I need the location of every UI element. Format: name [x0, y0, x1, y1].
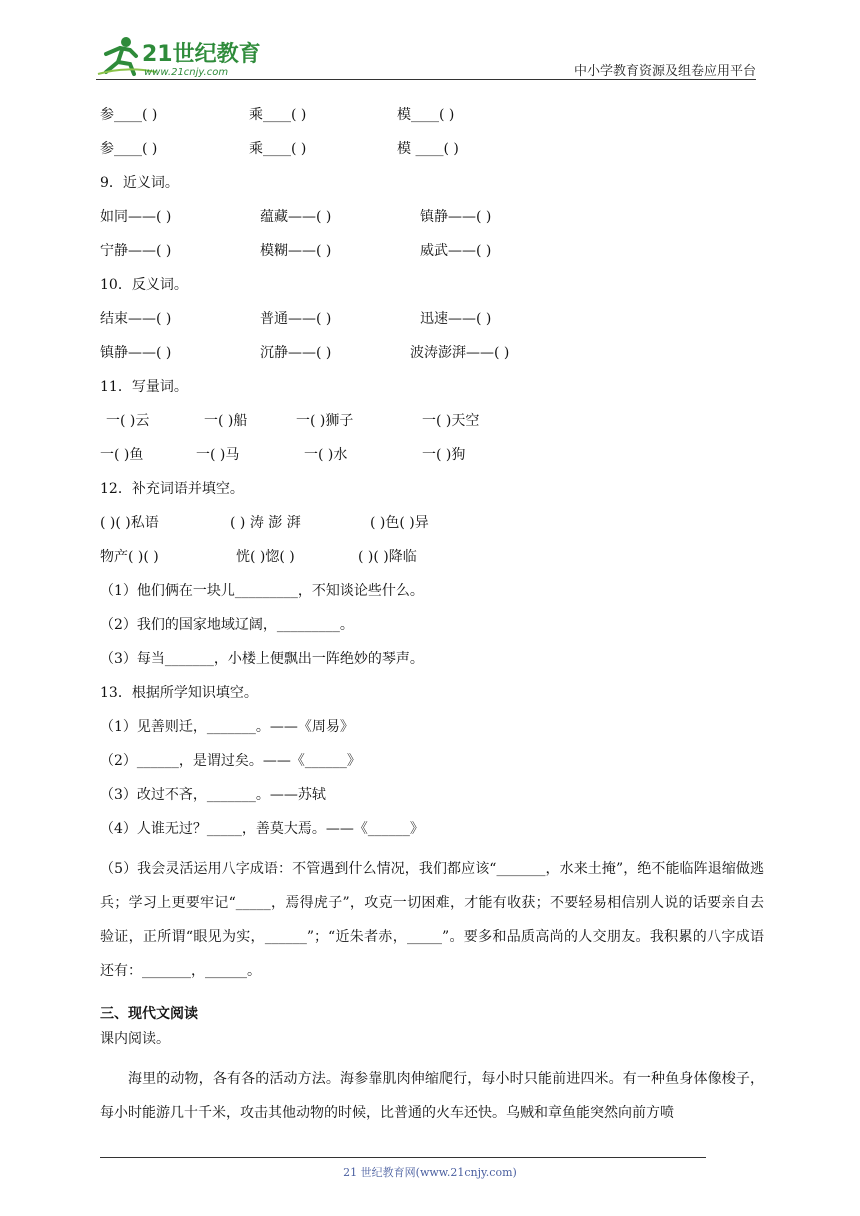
- blank-item: 一( )水: [304, 447, 348, 463]
- measure-word-row-1: [100, 410, 764, 444]
- fill-item-2: （2）______，是谓过矣。——《______》: [100, 753, 361, 769]
- question-11-title: 11．写量词。: [100, 379, 188, 395]
- blank-item: 参____( ): [100, 107, 158, 123]
- blank-item: 一( )狮子: [296, 413, 354, 429]
- section-3-title: 三、现代文阅读: [100, 1006, 198, 1022]
- runner-logo-icon: [96, 36, 266, 78]
- blank-item: 波涛澎湃——( ): [410, 345, 510, 361]
- blank-item: 乘____( ): [249, 141, 307, 157]
- fill-item-3: （3）改过不吝，_______。——苏轼: [100, 787, 326, 803]
- blank-item: ( ) 涛 澎 湃: [230, 515, 301, 531]
- blank-item: 普通——( ): [260, 311, 332, 327]
- blank-item: ( )色( )异: [370, 515, 429, 531]
- logo-text: 21世纪教育: [142, 42, 261, 67]
- blank-item: 物产( )( ): [100, 549, 159, 565]
- idiom-row-2: [100, 546, 764, 580]
- sentence-3: （3）每当_______，小楼上便飘出一阵绝妙的琴声。: [100, 651, 424, 667]
- blank-item: 恍( )惚( ): [236, 549, 295, 565]
- blank-item: 镇静——( ): [100, 345, 172, 361]
- blank-item: ( )( )私语: [100, 515, 159, 531]
- blank-item: 模糊——( ): [260, 243, 332, 259]
- blank-item: 迅速——( ): [420, 311, 492, 327]
- question-12-title: 12．补充词语并填空。: [100, 481, 244, 497]
- blank-item: 一( )狗: [422, 447, 466, 463]
- blank-item: 参____( ): [100, 141, 158, 157]
- reading-passage: 海里的动物，各有各的活动方法。海参靠肌肉伸缩爬行，每小时只能前进四米。有一种鱼身体像梭子，每小时能游几十千米，攻击其他动物的时候，比普通的火车还快。乌贼和章鱼能突然向前方喷: [100, 1071, 764, 1121]
- header-platform-name: 中小学教育资源及组卷应用平台: [573, 64, 756, 79]
- pinyin-row-2: [100, 138, 764, 172]
- blank-item: 结束——( ): [100, 311, 172, 327]
- blank-item: 威武——( ): [420, 243, 492, 259]
- idiom-row-1: [100, 512, 764, 546]
- blank-item: 宁静——( ): [100, 243, 172, 259]
- synonym-row-1: [100, 206, 764, 240]
- sentence-2: （2）我们的国家地域辽阔，_________。: [100, 617, 354, 633]
- question-9-title: 9．近义词。: [100, 175, 179, 191]
- footer-divider: [100, 1157, 706, 1158]
- fill-item-4: （4）人谁无过？_____，善莫大焉。——《______》: [100, 821, 424, 837]
- logo-url: www.21cnjy.com: [144, 67, 229, 78]
- blank-item: ( )( )降临: [358, 549, 417, 565]
- pinyin-row-1: [100, 104, 764, 138]
- site-logo: [96, 36, 266, 78]
- blank-item: 一( )鱼: [100, 447, 144, 463]
- blank-item: 一( )马: [196, 447, 240, 463]
- fill-item-5: （5）我会灵活运用八字成语：不管遇到什么情况，我们都应该“_______，水来土掩”，绝不能临阵退缩做逃兵；学习上更要牢记“_____，焉得虎子”，攻克一切困难，才能有收获；不要轻易相信别人说的话要亲自去验证，正所谓“眼见为实，______”；“近朱者赤，_____”。要多和品质高尚的人交朋友。我积累的八字成语还有：_______，______。: [100, 861, 764, 979]
- blank-item: 蕴藏——( ): [260, 209, 332, 225]
- footer-text: 21 世纪教育网(www.21cnjy.com): [343, 1166, 517, 1179]
- blank-item: 镇静——( ): [420, 209, 492, 225]
- fill-item-1: （1）见善则迁，_______。——《周易》: [100, 719, 354, 735]
- blank-item: 模 ____( ): [397, 141, 459, 157]
- blank-item: 一( )云: [106, 413, 150, 429]
- question-13-title: 13．根据所学知识填空。: [100, 685, 258, 701]
- section-3-subtitle: 课内阅读。: [100, 1031, 170, 1047]
- blank-item: 一( )天空: [422, 413, 480, 429]
- blank-item: 一( )船: [204, 413, 248, 429]
- antonym-row-1: [100, 308, 764, 342]
- document-body: [100, 104, 764, 1130]
- sentence-1: （1）他们俩在一块儿_________，不知谈论些什么。: [100, 583, 424, 599]
- blank-item: 如同——( ): [100, 209, 172, 225]
- antonym-row-2: [100, 342, 764, 376]
- blank-item: 模____( ): [397, 107, 455, 123]
- blank-item: 乘____( ): [249, 107, 307, 123]
- measure-word-row-2: [100, 444, 764, 478]
- synonym-row-2: [100, 240, 764, 274]
- blank-item: 沉静——( ): [260, 345, 332, 361]
- question-10-title: 10．反义词。: [100, 277, 188, 293]
- header-divider: [96, 79, 756, 80]
